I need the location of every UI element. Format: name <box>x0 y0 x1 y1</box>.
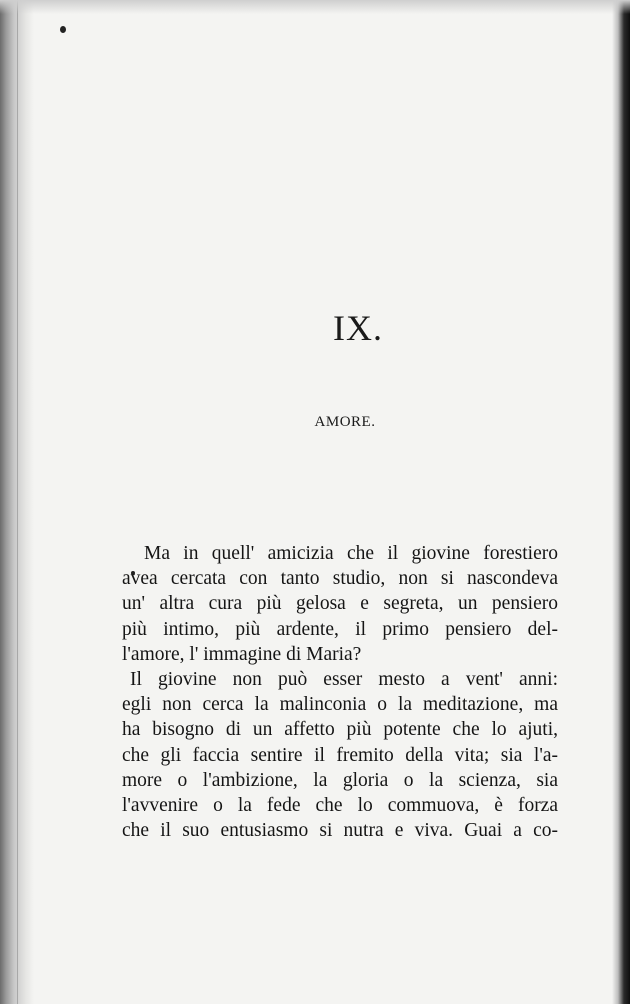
text-line: avea cercata con tanto studio, non si nascondeva <box>122 568 558 590</box>
text-line: ha bisogno di un affetto più potente che lo ajuti, <box>122 719 558 741</box>
text-line: Il giovine non può esser mesto a vent' anni: <box>130 668 558 690</box>
text-line: più intimo, più ardente, il primo pensiero del- <box>122 618 558 640</box>
text-line: che gli faccia sentire il fremito della vita; sia l'a- <box>122 744 558 766</box>
body-text <box>122 541 558 843</box>
text-line: more o l'ambizione, la gloria o la scienza, sia <box>122 769 558 791</box>
chapter-title: AMORE. <box>314 414 376 430</box>
text-line: che il suo entusiasmo si nutra e viva. Guai a co- <box>122 820 558 842</box>
page-right-edge <box>612 0 630 1004</box>
text-line: l'avvenire o la fede che lo commuova, è forza <box>122 794 558 816</box>
text-line: un' altra cura più gelosa e segreta, un pensiero <box>122 593 558 615</box>
text-line: egli non cerca la malinconia o la meditazione, ma <box>122 694 558 716</box>
ink-speck <box>60 26 66 33</box>
text-line: Ma in quell' amicizia che il giovine forestiero <box>144 543 558 564</box>
text-line: l'amore, l' immagine di Maria? <box>122 643 362 665</box>
page-top-shade <box>0 0 630 14</box>
gutter-line <box>17 0 18 1004</box>
chapter-number: IX. <box>333 308 383 348</box>
